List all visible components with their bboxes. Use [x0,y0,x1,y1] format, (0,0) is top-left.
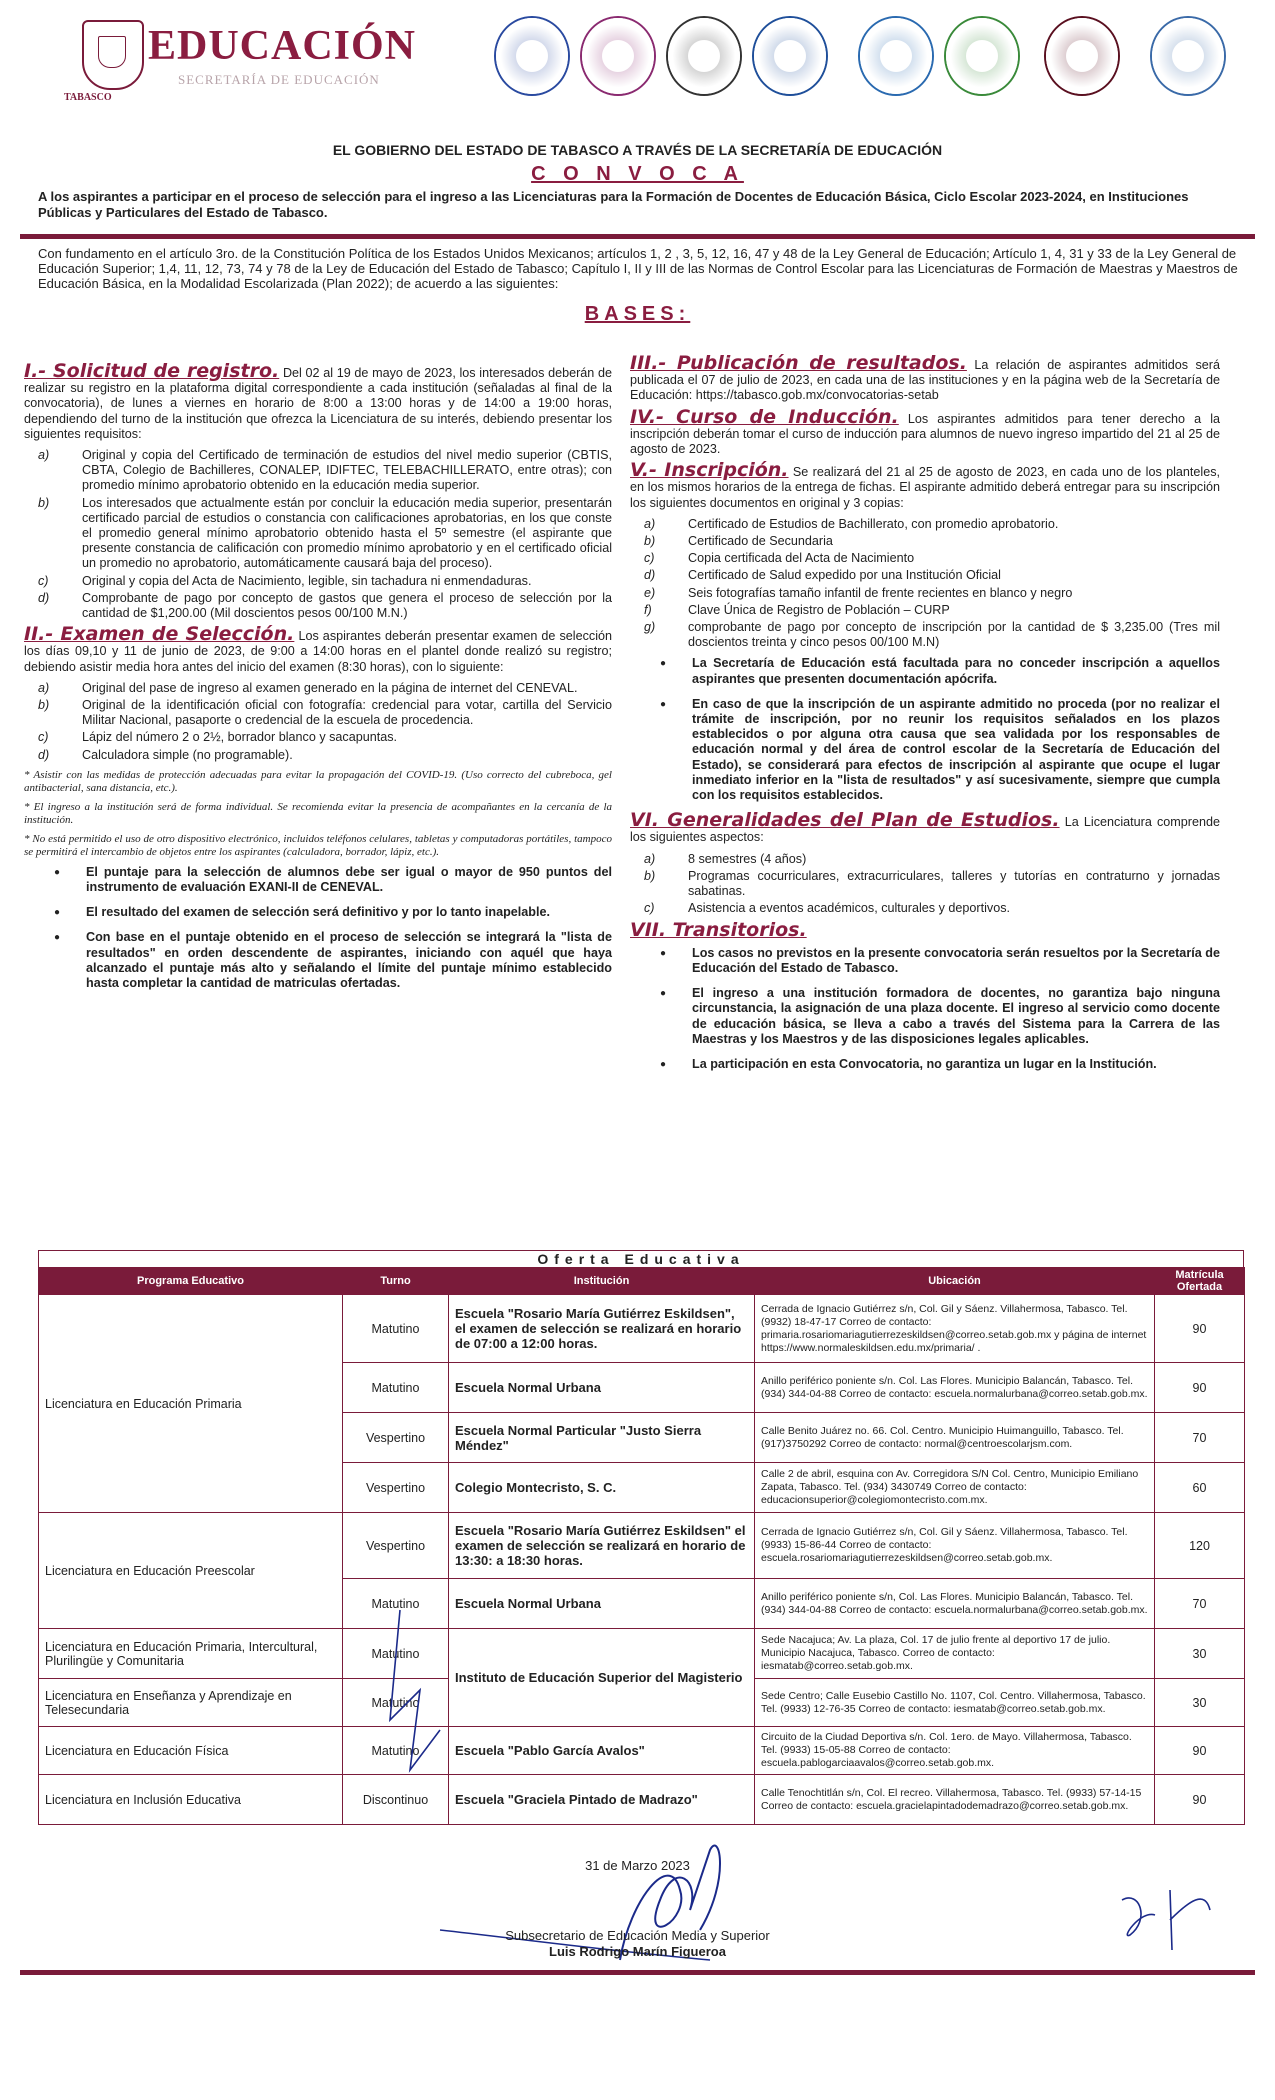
enrollment-cell: 60 [1155,1463,1245,1513]
signer-name: Luis Rodrigo Marín Figueroa [549,1944,726,1959]
table-header-row [39,1268,1245,1295]
program-cell: Licenciatura en Enseñanza y Aprendizaje en Telesecundaria [39,1679,343,1727]
section-6-text: La Licenciatura comprende los siguientes aspectos: [630,815,1220,845]
section-6-title: VI. Generalidades del Plan de Estudios. [630,809,1060,832]
location-cell: Cerrada de Ignacio Gutiérrez s/n, Col. Gil y Sáenz. Villahermosa, Tabasco. Tel. (9933) 15-86-44 Correo de contacto: escuela.rosariomariagutierrezeskildsen@correo.setab.gob.mx. [755,1513,1155,1579]
section-1-title: I.- Solicitud de registro. [24,360,280,382]
turno-cell: Discontinuo [343,1775,449,1825]
bullet-item: ● Los casos no previstos en la presente convocatoria serán resueltos por la Secretaría de Educación del Estado de Tabasco. [630,946,1220,976]
list-item: e) Seis fotografías tamaño infantil de frente recientes en blanco y negro [644,585,1073,600]
list-item: d) Comprobante de pago por concepto de gastos que genera el proceso de selección por la cantidad de $1,200.00 (Mil doscientos pesos 00/100 M.N.) [38,590,612,621]
section-2-requirements [24,681,612,763]
tabasco-seal-icon [82,20,144,90]
program-cell: Licenciatura en Educación Física [39,1727,343,1775]
iesma-logo-icon [944,16,1020,96]
section-5-text: Se realizará del 21 al 25 de agosto de 2023, en cada uno de los planteles, en los mismos horarios de la entrega de fichas. El aspirante admitido deberá entregar para su inscripción los siguientes documentos en original y 3 copias: [630,465,1221,510]
note: * No está permitido el uso de otro dispositivo electrónico, incluidos teléfonos celulares, tabletas y computadoras portátiles, tampoco se permitirá el intercambio de objetos entre los aspirantes (calculadora, borrador, lápiz, etc.). [24,832,612,858]
logo-subtitle: SECRETARÍA DE EDUCACIÓN [178,72,380,87]
institution-cell: Instituto de Educación Superior del Magisterio [449,1629,755,1727]
note: * Asistir con las medidas de protección adecuadas para evitar la propagación del COVID-19. (Uso correcto del cubreboca, gel antibacterial, sana distancia, etc.). [24,768,612,794]
list-item: f) Clave Única de Registro de Población – CURP [644,602,950,617]
section-5-bullets [630,656,1220,803]
section-4-title: IV.- Curso de Inducción. [630,405,899,428]
handwritten-signature-icon [380,1600,800,1980]
section-1-text: Del 02 al 19 de mayo de 2023, los interesados deberán de realizar su registro en la plataforma digital correspondiente a cada institución (señaladas al final de la convocatoria), de lunes a viernes en horario de 8:00 a 13:00 horas y de 14:00 a 19:00 horas, dependiendo del turno de la institución que ofrezca la Licenciatura de su interés, debiendo presentar los siguientes requisitos: [24,366,613,441]
list-item: d) Certificado de Salud expedido por una Institución Oficial [644,568,1001,583]
section-2-text: Los aspirantes deberán presentar examen de selección los días 09,10 y 11 de junio de 2023, de 9:00 a 14:00 horas en el plantel donde realizó su registro; debiendo asistir media hora antes del inicio del examen (8:30 horas), con lo siguiente: [24,629,612,674]
signer-position: Subsecretario de Educación Media y Superior [505,1928,770,1943]
bases-heading: BASES: [584,303,691,325]
enrollment-cell: 90 [1155,1295,1245,1363]
institution-cell: Escuela "Pablo García Avalos" [449,1727,755,1775]
list-item: c) Copia certificada del Acta de Nacimiento [644,551,915,566]
program-cell: Licenciatura en Educación Preescolar [39,1513,343,1629]
bullet-item: ● Con base en el puntaje obtenido en el proceso de selección se integrará la "lista de resultados" en orden descendente de aspirantes, iniciando con aquél que haya alcanzado el puntaje más alto y señalando el límite del puntaje mínimo establecido hasta completar la cantidad de matriculas ofertadas. [24,930,612,991]
section-5-title: V.- Inscripción. [630,459,789,482]
turno-cell: Matutino [343,1363,449,1413]
location-cell: Anillo periférico poniente s/n. Col. Las Flores. Municipio Balancán, Tabasco. Tel. (934) 344-04-88 Correo de contacto: escuela.normalurbana@correo.setab.gob.mx. [755,1363,1155,1413]
location-cell: Calle Tenochtitlán s/n, Col. El recreo. Villahermosa, Tabasco. Tel. (9933) 57-14-15 Correo de contacto: escuela.gracielapintadodemadrazo@correo.setab.gob.mx. [755,1775,1155,1825]
institution-cell: Escuela "Rosario María Gutiérrez Eskildsen" el examen de selección se realizará en horario de 13:30: a 18:30 horas. [449,1513,755,1579]
institution-cell: Escuela "Rosario María Gutiérrez Eskildsen", el examen de selección se realizará en horario de 07:00 a 12:00 horas. [449,1295,755,1363]
list-item: b) Original de la identificación oficial con fotografía: credencial para votar, cartilla del Servicio Militar Nacional, pasaporte o credencial de la escuela de procedencia. [38,698,612,728]
balancan-logo-icon [858,16,934,96]
turno-cell: Matutino [343,1629,449,1679]
column-header: Institución [449,1268,755,1295]
logo-state: TABASCO [64,92,112,103]
turno-cell: Vespertino [343,1513,449,1579]
section-3-title: III.- Publicación de resultados. [630,352,967,374]
right-column [630,352,1221,1082]
list-item: a) Certificado de Estudios de Bachillerato, con promedio aprobatorio. [644,516,1059,531]
section-1-requirements [24,448,612,621]
location-cell: Sede Centro; Calle Eusebio Castillo No. 1107, Col. Centro. Villahermosa, Tabasco. Tel. (9933) 12-76-35 Correo de contacto: iesmatab@correo.setab.gob.mx. [755,1679,1155,1727]
enef-logo-icon [752,16,828,96]
enrollment-cell: 90 [1155,1727,1245,1775]
legal-basis-text: Con fundamento en el artículo 3ro. de la Constitución Política de los Estados Unidos Mexicanos; artículos 1, 2 , 3, 5, 12, 16, 47 y 48 de la Ley General de Educación; Artículo 1, 4, 31 y 33 de la Ley General de Educación Superior; 1,4, 11, 12, 73, 74 y 78 de la Ley de Educación del Estado de Tabasco; Capítulo I, II y III de las Normas de Control Escolar para las Licenciaturas de Formación de Maestras y Maestros de Educación Básica, en la Modalidad Escolarizada (Plan 2022); de acuerdo a las siguientes: [38,246,1238,291]
signer-block [0,1928,1275,1960]
column-header: Ubicación [755,1268,1155,1295]
turno-cell: Matutino [343,1579,449,1629]
normal-logo-icon [580,16,656,96]
turno-cell: Vespertino [343,1413,449,1463]
turno-cell: Matutino [343,1295,449,1363]
section-2-title: II.- Examen de Selección. [24,623,295,646]
institution-cell: Colegio Montecristo, S. C. [449,1463,755,1513]
list-item: a) Original del pase de ingreso al examen generado en la página de internet del CENEVAL. [38,680,578,695]
footer-divider [20,1970,1255,1975]
section-7-bullets [630,946,1220,1072]
program-cell: Licenciatura en Educación Primaria, Intercultural, Plurilingüe y Comunitaria [39,1629,343,1679]
program-cell: Licenciatura en Educación Primaria [39,1295,343,1513]
location-cell: Calle Benito Juárez no. 66. Col. Centro. Municipio Huimanguillo, Tabasco. Tel. (917)3750292 Correo de contacto: normal@centroescolarjsm.com. [755,1413,1155,1463]
bullet-item: ● El resultado del examen de selección será definitivo y por lo tanto inapelable. [24,905,612,920]
enrollment-cell: 120 [1155,1513,1245,1579]
convoca-heading: C O N V O C A [531,163,744,185]
enrollment-cell: 30 [1155,1679,1245,1727]
divider [20,234,1255,239]
institution-cell: Escuela Normal Urbana [449,1363,755,1413]
list-item: g) comprobante de pago por concepto de inscripción por la cantidad de $ 3,235.00 (Tres mil doscientos treinta y cinco pesos 00/100 M.N) [644,620,1220,650]
list-item: a) Original y copia del Certificado de terminación de estudios del nivel medio superior (CBTIS, CBTA, Colegio de Bachilleres, CONALEP, IDIFTEC, TELEBACHILLERATO, entre otras); con promedio mínimo aprobatorio obtenido en la educación media superior. [38,448,612,493]
list-item: b) Los interesados que actualmente están por concluir la educación media superior, presentarán certificado parcial de estudios o constancia con calificaciones aprobatorias, en los que conste el promedio general mínimo aprobatorio obtenido hasta el 5º semestre (el aspirante que presente constancia de calificación con promedio mínimo aprobatorio y en el certificado oficial un promedio no aprobatorio, automáticamente causará baja del proceso). [38,495,612,571]
table-row [39,1295,1245,1363]
institution-cell: Escuela Normal Urbana [449,1579,755,1629]
column-header: Matrícula Ofertada [1155,1268,1245,1295]
bullet-item: ● El ingreso a una institución formadora de docentes, no garantiza bajo ninguna circunstancia, la asignación de una plaza docente. El ingreso al servicio como docente de educación básica, se lleva a cabo a través del Sistema para la Carrera de las Maestras y los Maestros y de las disposiciones legales aplicables. [630,986,1220,1047]
turno-cell: Matutino [343,1679,449,1727]
location-cell: Anillo periférico poniente s/n, Col. Las Flores. Municipio Balancán, Tabasco. Tel. (934) 344-04-88 Correo de contacto: escuela.normalurbana@correo.setab.gob.mx. [755,1579,1155,1629]
list-item: b) Programas cocurriculares, extracurriculares, talleres y tutorías en contraturno y jornadas sabatinas. [644,868,1220,899]
enrollment-cell: 30 [1155,1629,1245,1679]
eagle-logo-icon [666,16,742,96]
logo-word: EDUCACIÓN [148,23,417,69]
list-item: d) Calculadora simple (no programable). [38,747,293,762]
list-item: a) 8 semestres (4 años) [644,851,807,866]
list-item: c) Lápiz del número 2 o 2½, borrador blanco y sacapuntas. [38,730,398,745]
bullet-item: ● La Secretaría de Educación está facultada para no conceder inscripción a aquellos aspirantes que presenten documentación apócrifa. [630,656,1220,686]
jsm-logo-icon [1044,16,1120,96]
bullet-item: ● El puntaje para la selección de alumnos debe ser igual o mayor de 950 puntos del instrumento de evaluación EXANI-II de CENEVAL. [24,865,612,895]
location-cell: Sede Nacajuca; Av. La plaza, Col. 17 de julio frente al deportivo 17 de julio. Municipio Nacajuca, Tabasco. Correo de contacto: iesmatab@correo.setab.gob.mx. [755,1629,1155,1679]
column-header: Programa Educativo [39,1268,343,1295]
section-2-bullets [24,865,612,991]
bullet-item: ● La participación en esta Convocatoria, no garantiza un lugar en la Institución. [630,1057,1220,1072]
enrollment-cell: 90 [1155,1775,1245,1825]
section-4-text: Los aspirantes admitidos para tener derecho a la inscripción deberán tomar el curso de inducción para alumnos de nuevo ingreso impartido del 21 al 25 de agosto de 2023. [630,411,1221,457]
star-logo-icon [1150,16,1226,96]
upn-logo-icon [494,16,570,96]
section-7-title: VII. Transitorios. [630,918,807,941]
enrollment-cell: 70 [1155,1579,1245,1629]
institution-cell: Escuela Normal Particular "Justo Sierra Méndez" [449,1413,755,1463]
section-3-text: La relación de aspirantes admitidos será publicada el 07 de julio de 2023, en cada una de las instituciones y en la página web de la Secretaría de Educación: https://tabasco.gob.mx/convocatorias-setab [630,358,1221,403]
table-title: Oferta Educativa [38,1250,1244,1267]
bullet-item: ● En caso de que la inscripción de un aspirante admitido no proceda (por no realizar el trámite de inscripción, por no reunir los requisitos señalados en los plazos establecidos o por alguna otra causa que sea validada por los responsables de educación normal y del área de control escolar de la Secretaría de Educación del Estado), se considerará para efectos de inscripción al aspirante que ocupe el lugar inmediato inferior en la "lista de resultados" y así sucesivamente, siempre que cumpla con los requisitos establecidos. [630,697,1220,803]
location-cell: Circuito de la Ciudad Deportiva s/n. Col. 1ero. de Mayo. Villahermosa, Tabasco. Tel. (9933) 15-05-88 Correo de contacto: escuela.pablogarciaavalos@correo.setab.gob.mx. [755,1727,1155,1775]
issuer-line: EL GOBIERNO DEL ESTADO DE TABASCO A TRAVÉS DE LA SECRETARÍA DE EDUCACIÓN [332,142,943,158]
turno-cell: Matutino [343,1727,449,1775]
section-5-documents [630,517,1220,651]
enrollment-cell: 70 [1155,1413,1245,1463]
issue-date: 31 de Marzo 2023 [585,1858,690,1873]
list-item: c) Original y copia del Acta de Nacimiento, legible, sin tachadura ni enmendaduras. [38,573,532,588]
institution-cell: Escuela "Graciela Pintado de Madrazo" [449,1775,755,1825]
table-row [39,1513,1245,1579]
program-cell: Licenciatura en Inclusión Educativa [39,1775,343,1825]
section-6-items [630,852,1220,917]
enrollment-cell: 90 [1155,1363,1245,1413]
turno-cell: Vespertino [343,1463,449,1513]
header [0,0,1275,110]
column-header: Turno [343,1268,449,1295]
location-cell: Cerrada de Ignacio Gutiérrez s/n, Col. Gil y Sáenz. Villahermosa, Tabasco. Tel. (9932) 18-47-17 Correo de contacto: primaria.rosariomariagutierrezeskildsen@correo.setab.gob.mx y página de internet https://www.normaleskildsen.edu.mx/primaria/ . [755,1295,1155,1363]
list-item: c) Asistencia a eventos académicos, culturales y deportivos. [644,901,1011,916]
location-cell: Calle 2 de abril, esquina con Av. Corregidora S/N Col. Centro, Municipio Emiliano Zapata, Tabasco. Tel. (934) 3430749 Correo de contacto: educacionsuperior@colegiomontecristo.com.mx. [755,1463,1155,1513]
left-column [24,360,613,1001]
note: * El ingreso a la institución será de forma individual. Se recomienda evitar la presencia de acompañantes en la cercanía de la institución. [24,800,612,826]
intro-text: A los aspirantes a participar en el proceso de selección para el ingreso a las Licenciaturas para la Formación de Docentes de Educación Básica, Ciclo Escolar 2023-2024, en Instituciones Públicas y Particulares del Estado de Tabasco. [38,189,1189,220]
list-item: b) Certificado de Secundaria [644,534,833,549]
